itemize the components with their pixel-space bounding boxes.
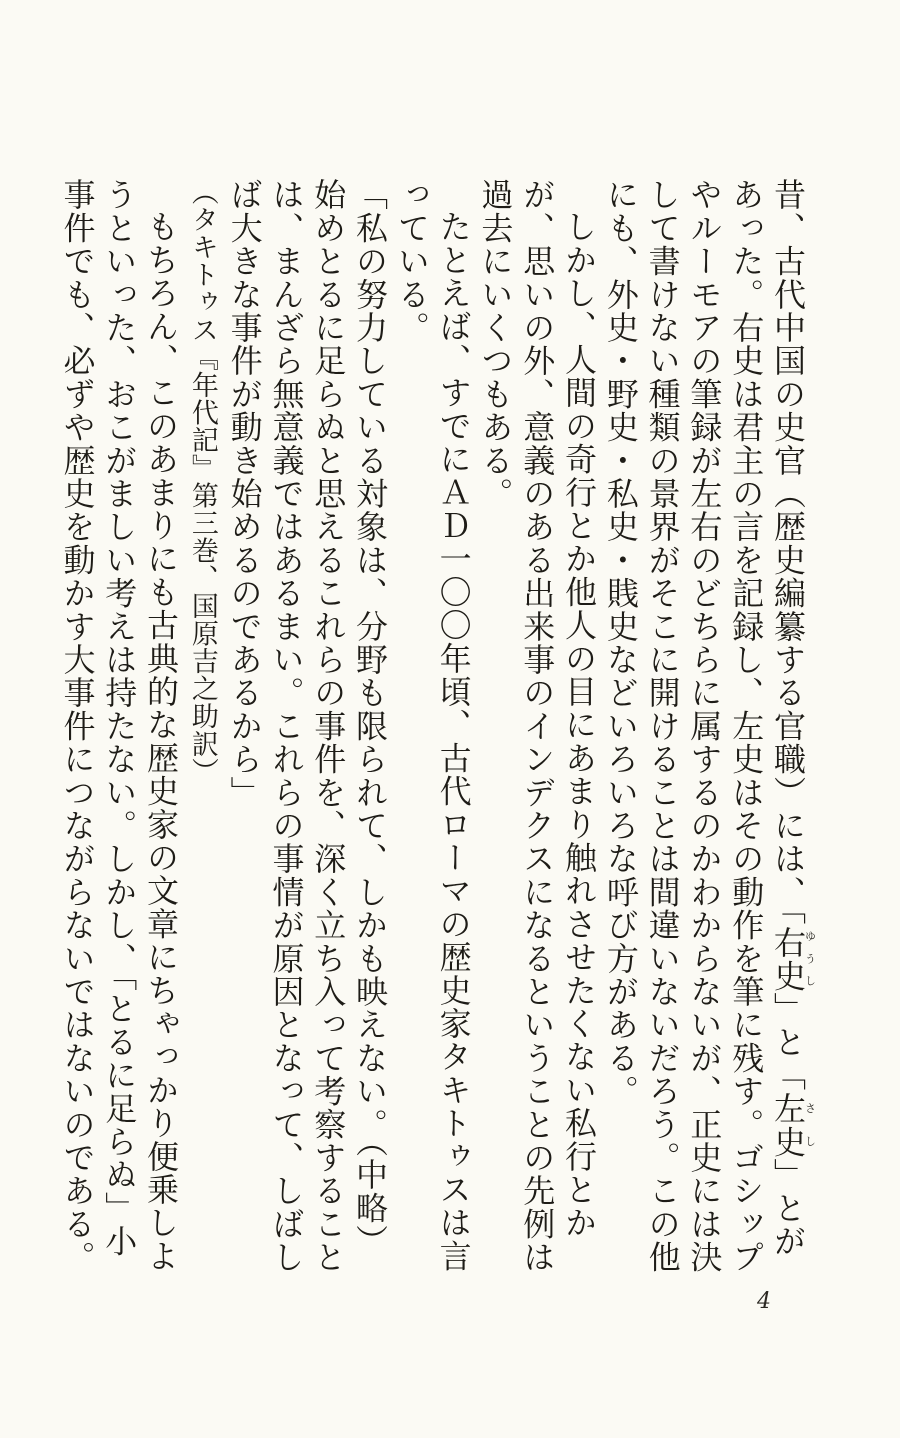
vertical-text-body bbox=[58, 178, 817, 1278]
text-run: 」と「 bbox=[769, 992, 807, 1092]
text-run: 」とがあった。右史は君主の言を記録し、左史はその動作を筆に残す。ゴシップやルーモアの筆録が左右のどちらに属するのかわからないが、正史には決して書けない種類の景界がそこに開けることは間違いないだろう。この他にも、外史・野史・私史・賎史などいろいろな呼び方がある。 bbox=[601, 178, 807, 1274]
ruby-term bbox=[769, 1091, 817, 1159]
ruby-base: 左史 bbox=[769, 1091, 807, 1159]
ruby-term bbox=[769, 925, 817, 993]
text-run: しかし、人間の奇行とか他人の目にあまり触れさせたくない私行とかが、思いの外、意義のある出来事のインデクスになるということの先例は過去にいくつもある。 bbox=[476, 178, 599, 1274]
text-run: 「私の努力している対象は、分野も限られて、しかも映えない。（中略）始めとるに足らぬと思えるこれらの事件を、深く立ち入って考察することは、まんざら無意義ではあるまい。これらの事情が原因となって、しばしば大きな事件が動き始めるのであるから」 bbox=[225, 178, 390, 1274]
ruby-base: 右史 bbox=[769, 925, 807, 993]
paragraph bbox=[474, 178, 599, 1278]
ruby-reading: さし bbox=[803, 1091, 817, 1159]
text-run: 昔、古代中国の史官（歴史編纂する官職）には、「 bbox=[769, 178, 807, 926]
text-run: （タキトゥス『年代記』第三巻、国原吉之助訳） bbox=[186, 178, 218, 786]
page-number: 4 bbox=[757, 1289, 771, 1314]
text-run: もちろん、このあまりにも古典的な歴史家の文章にちゃっかり便乗しようといった、おこがましい考えは持たない。しかし、「とるに足らぬ」小事件でも、必ずや歴史を動かす大事件につながらないではないのである。 bbox=[58, 178, 181, 1274]
ruby-reading: ゆうし bbox=[803, 925, 817, 992]
paragraph bbox=[56, 178, 181, 1278]
text-run: たとえば、すでにＡＤ一〇〇年頃、古代ローマの歴史家タキトゥスは言っている。 bbox=[392, 178, 473, 1273]
paragraph bbox=[599, 178, 816, 1278]
paragraph bbox=[223, 178, 390, 1278]
citation-paragraph bbox=[181, 178, 223, 1278]
paragraph bbox=[390, 178, 474, 1278]
